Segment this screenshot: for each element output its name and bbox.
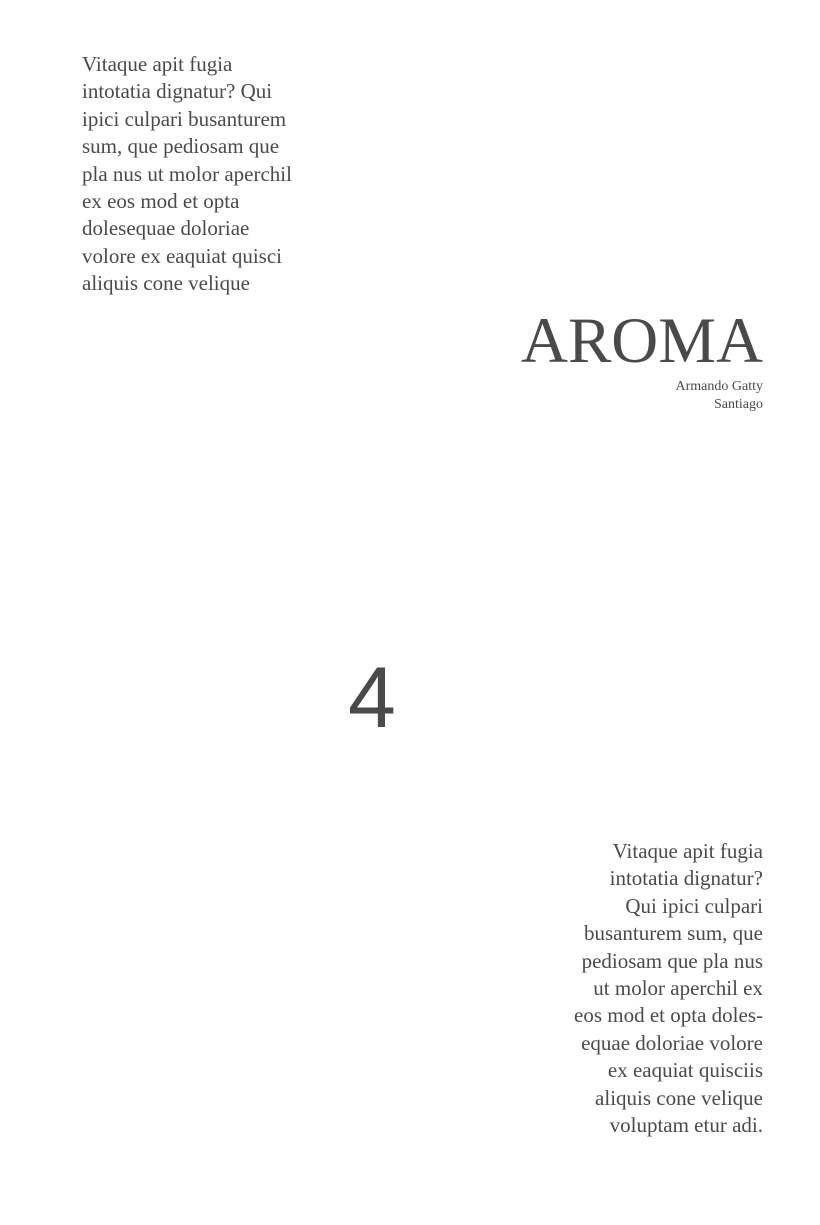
author-location: Santiago: [714, 397, 763, 412]
paragraph-line: volore ex eaquiat quisci: [82, 243, 283, 268]
paragraph-line: pla nus ut molor aperchil: [82, 161, 292, 186]
paragraph-line: pediosam que pla nus: [581, 948, 763, 973]
paragraph-line: Qui ipici culpari: [625, 893, 763, 918]
byline: [676, 378, 763, 414]
paragraph-line: ex eos mod et opta: [82, 189, 240, 214]
paragraph-line: aliquis cone velique: [595, 1085, 763, 1110]
paragraph-line: intotatia dignatur?: [609, 866, 763, 891]
paragraph-line: ut molor aperchil ex: [593, 976, 763, 1001]
paragraph-line: equae doloriae volore: [581, 1030, 763, 1055]
paragraph-line: Vitaque apit fugia: [612, 839, 763, 863]
intro-paragraph: [82, 51, 292, 298]
paragraph-line: Vitaque apit fugia: [82, 52, 233, 76]
page-number: 4: [348, 650, 396, 746]
paragraph-line: intotatia dignatur? Qui: [82, 79, 273, 104]
page-title: AROMA: [521, 305, 763, 377]
paragraph-line: sum, que pediosam que: [82, 134, 280, 159]
paragraph-line: ex eaquiat quisciis: [607, 1058, 763, 1083]
paragraph-line: voluptam etur adi.: [609, 1113, 763, 1138]
paragraph-line: ipici culpari busanturem: [82, 106, 287, 131]
paragraph-line: aliquis cone velique: [82, 271, 250, 296]
paragraph-line: eos mod et opta doles-: [574, 1003, 763, 1028]
paragraph-line: busanturem sum, que: [583, 921, 763, 946]
closing-paragraph: [574, 838, 763, 1139]
author-name: Armando Gatty: [675, 379, 763, 394]
paragraph-line: dolesequae doloriae: [82, 216, 250, 241]
